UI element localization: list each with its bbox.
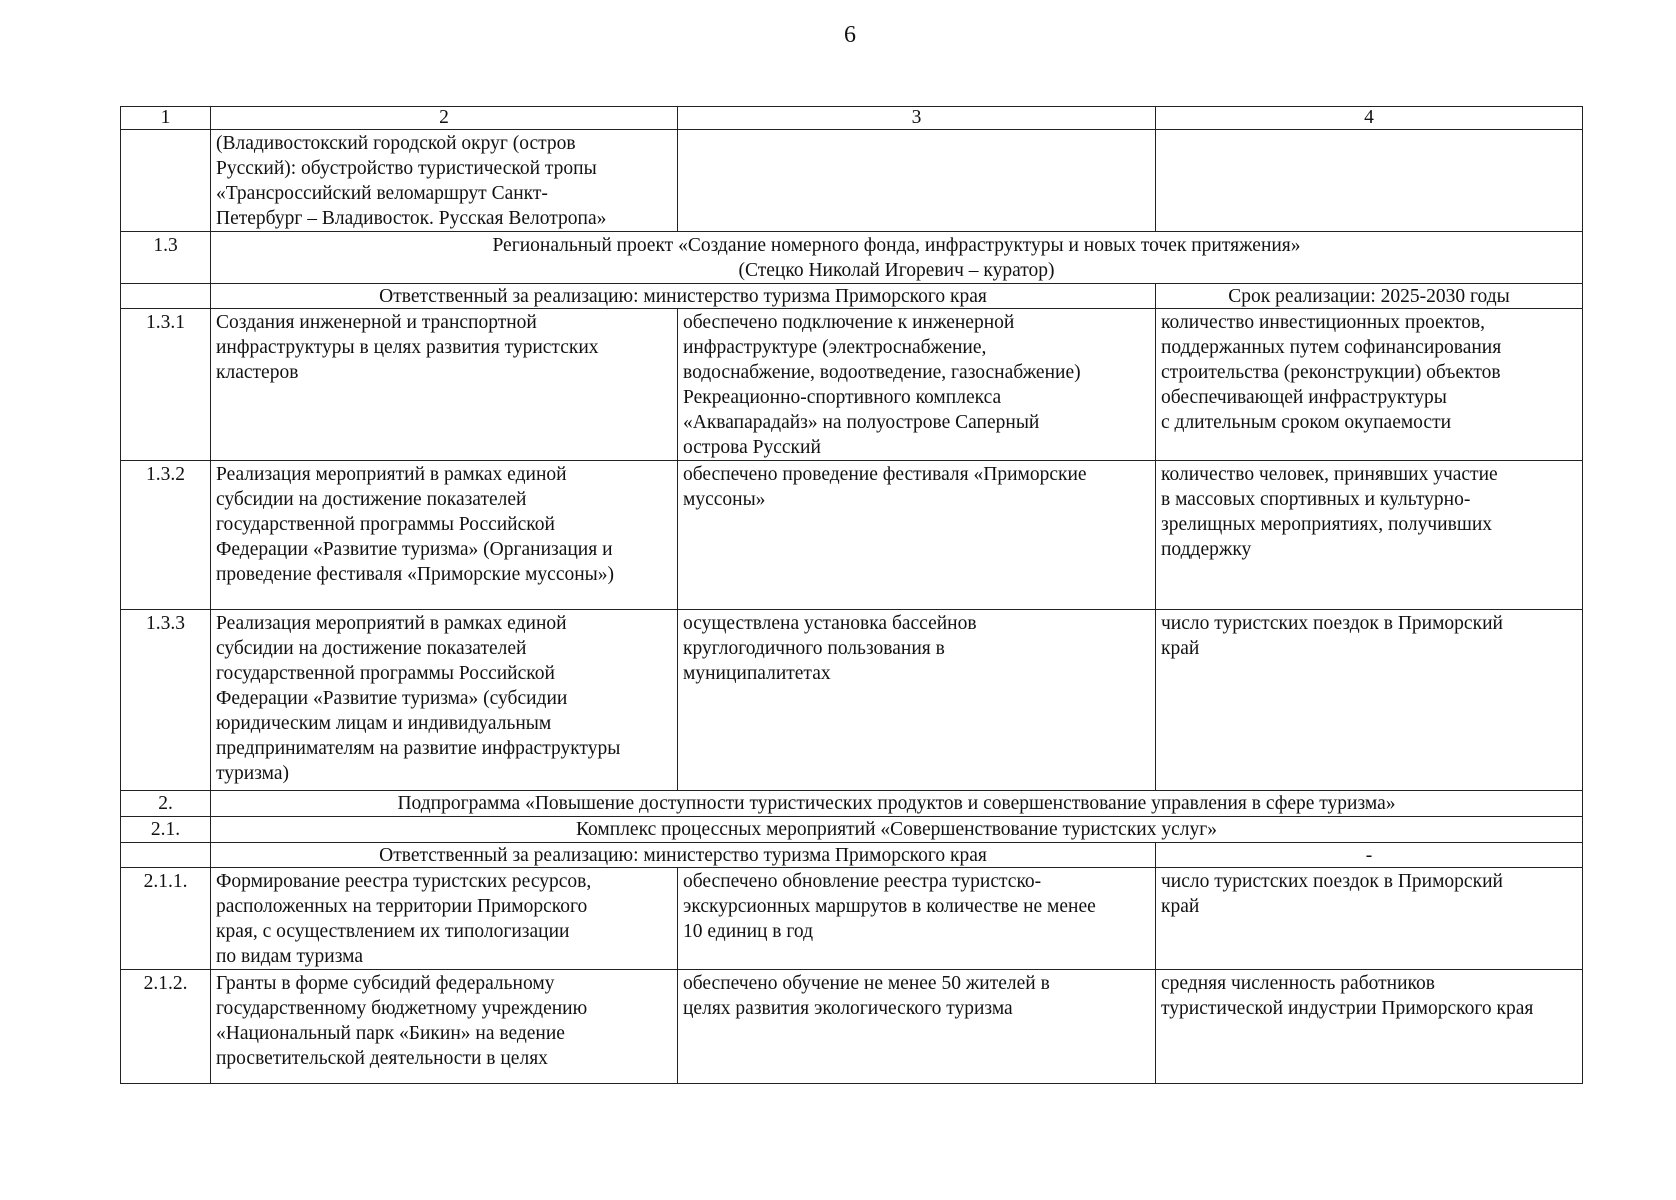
cell-measure [211,610,678,791]
section-title: Комплекс процессных мероприятий «Совершенствование туристских услуг» [211,817,1583,843]
text-line: круглогодичного пользования в [683,638,945,659]
cell-measure [211,868,678,970]
text-line: обеспечено проведение фестиваля «Приморские [683,464,1087,485]
text-line: «Трансроссийский веломаршрут Санкт- [216,183,548,204]
section-title [211,232,1583,284]
cell-indicator [1156,970,1583,1084]
term-text: Срок реализации: 2025-2030 годы [1156,284,1583,309]
cell-number: 2.1.2. [121,970,211,1084]
text-line: количество человек, принявших участие [1161,464,1498,485]
cell-indicator [1156,461,1583,610]
subprogram-title: Подпрограмма «Повышение доступности туристических продуктов и совершенствование управления в сфере туризма» [211,791,1583,817]
responsible-text: Ответственный за реализацию: министерство туризма Приморского края [211,843,1156,868]
responsible-text: Ответственный за реализацию: министерство туризма Приморского края [211,284,1156,309]
text-line: инфраструктуре (электроснабжение, [683,337,987,358]
text-line: водоснабжение, водоотведение, газоснабжение) [683,362,1081,383]
text-line: по видам туризма [216,946,363,967]
cell-number: 1.3.2 [121,461,211,610]
cell-measure [211,130,678,232]
measures-table [120,106,1583,1084]
text-line: просветительской деятельности в целях [216,1048,548,1069]
responsible-row-2-1 [121,843,1583,868]
text-line: экскурсионных маршрутов в количестве не менее [683,896,1096,917]
text-line: с длительным сроком окупаемости [1161,412,1452,433]
text-line: Федерации «Развитие туризма» (субсидии [216,688,568,709]
text-line: зрелищных мероприятиях, получивших [1161,514,1493,535]
text-line: Гранты в форме субсидий федеральному [216,973,555,994]
cell-number: 1.3 [121,232,211,284]
text-line: осуществлена установка бассейнов [683,613,977,634]
text-line: обеспечено обновление реестра туристско- [683,871,1042,892]
responsible-row-1-3 [121,284,1583,309]
text-line: «Национальный парк «Бикин» на ведение [216,1023,565,1044]
header-col-3: 3 [678,107,1156,130]
table-row-1-3-3 [121,610,1583,791]
table-row-1-3-1 [121,309,1583,461]
term-text: - [1156,843,1583,868]
text-line: острова Русский [683,437,821,458]
text-line: край [1161,896,1200,917]
text-line: инфраструктуры в целях развития туристских [216,337,599,358]
text-line: предпринимателям на развитие инфраструктуры [216,738,621,759]
text-line: Петербург – Владивосток. Русская Велотропа» [216,208,607,229]
section-row-1-3 [121,232,1583,284]
cell-indicator [1156,309,1583,461]
section-row-2-1 [121,817,1583,843]
table-row-continuation [121,130,1583,232]
text-line: средняя численность работников [1161,973,1435,994]
text-line: Рекреационно-спортивного комплекса [683,387,1002,408]
text-line: в массовых спортивных и культурно- [1161,489,1471,510]
cell-result [678,461,1156,610]
text-line: край [1161,638,1200,659]
cell-number: 1.3.3 [121,610,211,791]
header-col-4: 4 [1156,107,1583,130]
text-line: Реализация мероприятий в рамках единой [216,613,567,634]
text-line: целях развития экологического туризма [683,998,1013,1019]
cell-measure [211,461,678,610]
text-line: края, с осуществлением их типологизации [216,921,570,942]
table-row-2-1-2 [121,970,1583,1084]
text-line: обеспечено подключение к инженерной [683,312,1015,333]
text-line: Русский): обустройство туристической тропы [216,158,597,179]
text-line: Создания инженерной и транспортной [216,312,537,333]
cell-measure [211,970,678,1084]
text-line: «Аквапарадайз» на полуострове Саперный [683,412,1040,433]
section-title-line: Региональный проект «Создание номерного фонда, инфраструктуры и новых точек притяжения» [492,235,1301,256]
text-line: число туристских поездок в Приморский [1161,871,1503,892]
table-row-1-3-2 [121,461,1583,610]
header-col-2: 2 [211,107,678,130]
cell-result [678,970,1156,1084]
subprogram-row-2 [121,791,1583,817]
cell-result [678,610,1156,791]
text-line: кластеров [216,362,299,383]
cell-number [121,130,211,232]
text-line: поддержанных путем софинансирования [1161,337,1502,358]
text-line: Федерации «Развитие туризма» (Организация и [216,539,613,560]
cell-indicator [1156,610,1583,791]
text-line: муниципалитетах [683,663,831,684]
text-line: проведение фестиваля «Приморские муссоны») [216,564,615,585]
section-curator-line: (Стецко Николай Игоревич – куратор) [738,260,1055,281]
cell-number: 2.1. [121,817,211,843]
cell-result [678,130,1156,232]
cell-indicator [1156,868,1583,970]
text-line: субсидии на достижение показателей [216,489,527,510]
cell-number: 1.3.1 [121,309,211,461]
page-number: 6 [844,22,856,48]
text-line: Реализация мероприятий в рамках единой [216,464,567,485]
text-line: государственной программы Российской [216,663,555,684]
text-line: количество инвестиционных проектов, [1161,312,1486,333]
text-line: строительства (реконструкции) объектов [1161,362,1501,383]
cell-number [121,843,211,868]
text-line: 10 единиц в год [683,921,814,942]
text-line: государственной программы Российской [216,514,555,535]
cell-result [678,868,1156,970]
text-line: обеспечено обучение не менее 50 жителей в [683,973,1050,994]
table-row-2-1-1 [121,868,1583,970]
cell-number [121,284,211,309]
text-line: государственному бюджетному учреждению [216,998,588,1019]
text-line: (Владивостокский городской округ (остров [216,133,576,154]
text-line: туристической индустрии Приморского края [1161,998,1534,1019]
cell-result [678,309,1156,461]
text-line: туризма) [216,763,289,784]
text-line: муссоны» [683,489,766,510]
cell-measure [211,309,678,461]
text-line: расположенных на территории Приморского [216,896,588,917]
text-line: обеспечивающей инфраструктуры [1161,387,1447,408]
text-line: юридическим лицам и индивидуальным [216,713,552,734]
text-line: поддержку [1161,539,1252,560]
text-line: субсидии на достижение показателей [216,638,527,659]
header-row [121,107,1583,130]
cell-number: 2. [121,791,211,817]
header-col-1: 1 [121,107,211,130]
text-line: Формирование реестра туристских ресурсов, [216,871,592,892]
cell-indicator [1156,130,1583,232]
text-line: число туристских поездок в Приморский [1161,613,1503,634]
cell-number: 2.1.1. [121,868,211,970]
